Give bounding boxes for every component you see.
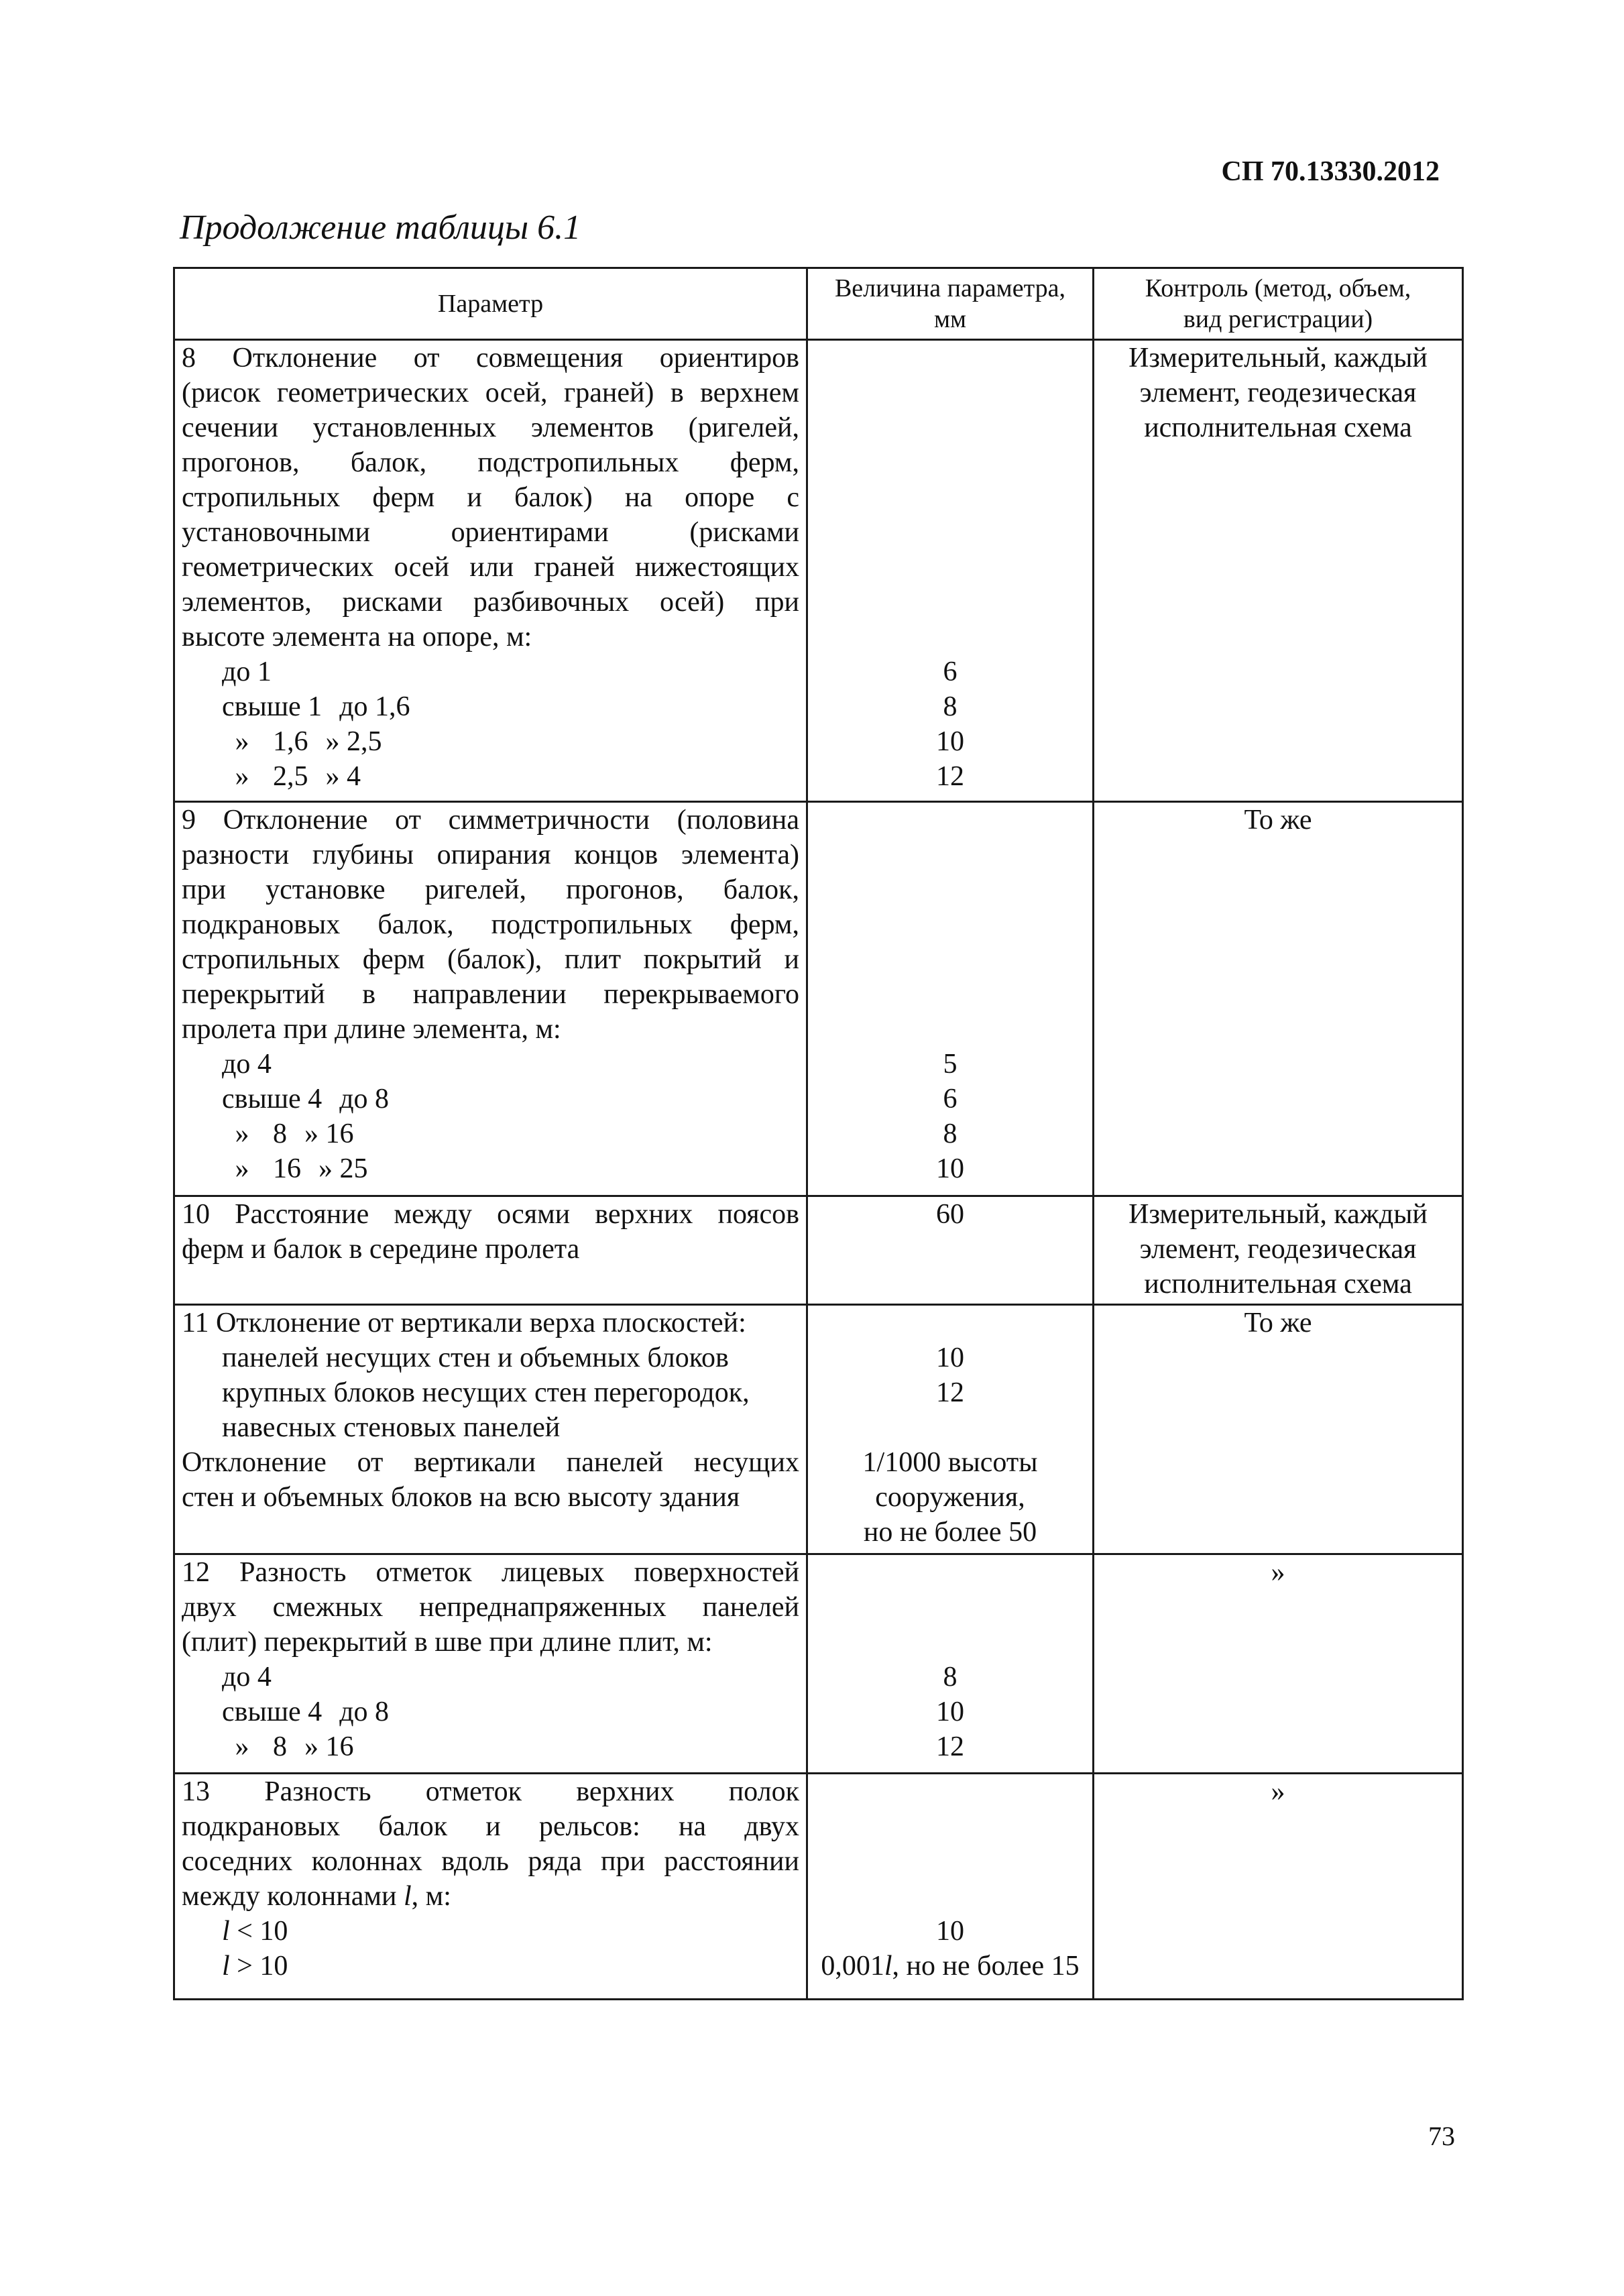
control-line: » (1271, 1557, 1285, 1588)
control-line: элемент, геодезическая (1139, 378, 1417, 408)
range-line: до 4 (222, 1662, 272, 1692)
table-row-11 (174, 1305, 1463, 1554)
tolerance-table (173, 267, 1464, 2000)
header-value (807, 268, 1094, 340)
header-value-line: мм (933, 305, 967, 333)
control-line: элемент, геодезическая (1139, 1234, 1417, 1265)
value-cell-line: 12 (936, 1731, 964, 1762)
control-line: исполнительная схема (1144, 412, 1412, 443)
control-line: То же (1244, 1308, 1312, 1338)
table-continuation-title: Продолжение таблицы 6.1 (180, 209, 581, 247)
text-line: 12 Разность отметок лицевых поверхностей (182, 1557, 799, 1588)
page-number: 73 (1428, 2121, 1455, 2151)
header-control-line: вид регистрации) (1183, 305, 1373, 333)
range-from: 8 (273, 1731, 287, 1762)
range-line: до 4 (222, 1049, 272, 1080)
value-cell-line: 12 (936, 761, 964, 792)
text-line: (рисок геометрических осей, граней) в верхнем (182, 378, 799, 408)
text-line: соседних колоннах вдоль ряда при расстоянии (182, 1846, 799, 1877)
value-cell-line: 10 (936, 1342, 964, 1373)
header-parameter: Параметр (174, 268, 807, 340)
value-cell-line: сооружения, (875, 1482, 1025, 1513)
text-line: геометрических осей или граней нижестоящих (182, 552, 799, 583)
text-line: панелей несущих стен и объемных блоков (222, 1342, 729, 1373)
range-line (182, 1695, 799, 1729)
text-line: 10 Расстояние между осями верхних поясов (182, 1199, 799, 1230)
range-line (182, 1949, 799, 1984)
header-control (1094, 268, 1463, 340)
value-cell-line: 8 (943, 691, 958, 722)
text-line: подкрановых балок и рельсов: на двух (182, 1811, 799, 1842)
value-cell-line (815, 1949, 1086, 1984)
text-line: разности глубины опирания концов элемента) (182, 840, 799, 870)
text-line: Отклонение от вертикали панелей несущих (182, 1447, 799, 1478)
text-line: стен и объемных блоков на всю высоту здания (182, 1482, 740, 1513)
range-to: до 1,6 (339, 691, 410, 722)
ditto-mark: » (235, 1118, 249, 1149)
row-11-control (1094, 1305, 1463, 1554)
value-fragment: 0,001 (821, 1951, 884, 1982)
text-line: 8 Отклонение от совмещения ориентиров (182, 343, 799, 374)
table-row-12 (174, 1554, 1463, 1774)
row-8-control (1094, 340, 1463, 802)
table-header-row (174, 268, 1463, 340)
text-line: (плит) перекрытий в шве при длине плит, м: (182, 1627, 713, 1658)
row-11-parameter (174, 1305, 807, 1554)
range-to: » 16 (304, 1118, 354, 1149)
ditto-mark: » (235, 1731, 249, 1762)
text-line: прогонов, балок, подстропильных ферм, (182, 447, 799, 478)
range-condition: < 10 (229, 1916, 288, 1947)
value-fragment: , но не более 15 (892, 1951, 1080, 1982)
value-cell-line: 60 (936, 1199, 964, 1230)
text-line: при установке ригелей, прогонов, балок, (182, 874, 799, 905)
table-row-13 (174, 1774, 1463, 2000)
control-line: Измерительный, каждый (1128, 1199, 1428, 1230)
range-to: » 4 (325, 761, 361, 792)
row-9-parameter (174, 802, 807, 1196)
range-to: » 25 (318, 1153, 368, 1184)
range-line (182, 1151, 799, 1186)
ditto-mark: » (235, 761, 249, 792)
range-line (182, 1729, 799, 1764)
range-line (182, 724, 799, 759)
value-cell-line: 10 (936, 726, 964, 757)
range-from: 8 (273, 1118, 287, 1149)
variable-l: l (222, 1951, 230, 1982)
text-line: 13 Разность отметок верхних полок (182, 1776, 799, 1807)
range-from: свыше 4 (222, 1084, 323, 1114)
text-line: навесных стеновых панелей (222, 1412, 561, 1443)
variable-l: l (222, 1916, 230, 1947)
row-9-values (807, 802, 1094, 1196)
control-line: » (1271, 1776, 1285, 1807)
row-12-control (1094, 1554, 1463, 1774)
header-control-line: Контроль (метод, объем, (1145, 274, 1411, 302)
range-condition: > 10 (229, 1951, 288, 1982)
value-cell-line: 8 (943, 1118, 958, 1149)
variable-l: l (884, 1951, 892, 1982)
row-12-parameter (174, 1554, 807, 1774)
range-from: свыше 1 (222, 691, 323, 722)
row-11-values (807, 1305, 1094, 1554)
text-line: перекрытий в направлении перекрываемого (182, 979, 799, 1010)
text-line: пролета при длине элемента, м: (182, 1014, 561, 1045)
value-cell-line: 8 (943, 1662, 958, 1692)
table-row-8 (174, 340, 1463, 802)
range-line (182, 1082, 799, 1116)
range-line (182, 689, 799, 724)
text-line: стропильных ферм и балок) на опоре с (182, 482, 799, 513)
text-line: сечении установленных элементов (ригелей, (182, 412, 799, 443)
text-line (182, 1879, 799, 1914)
variable-l: l (403, 1881, 412, 1912)
value-cell-line: 10 (936, 1916, 964, 1947)
text-line: двух смежных непреднапряженных панелей (182, 1592, 799, 1623)
row-12-values (807, 1554, 1094, 1774)
value-cell-line: 10 (936, 1697, 964, 1727)
row-13-parameter (174, 1774, 807, 2000)
range-from: 2,5 (273, 761, 308, 792)
range-line (182, 1914, 799, 1949)
text-line: стропильных ферм (балок), плит покрытий и (182, 944, 799, 975)
value-cell-line: 6 (943, 1084, 958, 1114)
row-10-values (807, 1196, 1094, 1305)
range-line (182, 759, 799, 794)
range-to: до 8 (339, 1084, 390, 1114)
text-line: высоте элемента на опоре, м: (182, 622, 532, 652)
value-cell-line: но не более 50 (863, 1517, 1037, 1548)
text-line: установочными ориентирами (рисками (182, 517, 799, 548)
row-13-control (1094, 1774, 1463, 2000)
text-line: 9 Отклонение от симметричности (половина (182, 805, 799, 836)
value-cell-line: 5 (943, 1049, 958, 1080)
text-line: подкрановых балок, подстропильных ферм, (182, 909, 799, 940)
text-line: крупных блоков несущих стен перегородок, (222, 1377, 750, 1408)
header-value-line: Величина параметра, (834, 274, 1066, 302)
row-10-parameter (174, 1196, 807, 1305)
table-row-10 (174, 1196, 1463, 1305)
range-from: свыше 4 (222, 1697, 323, 1727)
text-fragment: между колоннами (182, 1881, 404, 1912)
text-line: элементов, рисками разбивочных осей) при (182, 587, 799, 618)
row-8-parameter (174, 340, 807, 802)
row-10-control (1094, 1196, 1463, 1305)
text-fragment: , м: (411, 1881, 451, 1912)
ditto-mark: » (235, 1153, 249, 1184)
range-to: » 16 (304, 1731, 354, 1762)
control-line: То же (1244, 805, 1312, 836)
text-line: 11 Отклонение от вертикали верха плоскостей: (182, 1308, 746, 1338)
range-from: 16 (273, 1153, 301, 1184)
range-to: » 2,5 (325, 726, 382, 757)
document-code: СП 70.13330.2012 (1221, 156, 1440, 187)
row-13-values (807, 1774, 1094, 2000)
value-cell-line: 10 (936, 1153, 964, 1184)
ditto-mark: » (235, 726, 249, 757)
row-9-control (1094, 802, 1463, 1196)
row-8-values (807, 340, 1094, 802)
value-cell-line: 6 (943, 656, 958, 687)
value-cell-line: 1/1000 высоты (862, 1447, 1038, 1478)
range-to: до 8 (339, 1697, 390, 1727)
control-line: Измерительный, каждый (1128, 343, 1428, 374)
text-line: ферм и балок в середине пролета (182, 1234, 580, 1265)
control-line: исполнительная схема (1144, 1269, 1412, 1300)
range-line: до 1 (222, 656, 272, 687)
range-from: 1,6 (273, 726, 308, 757)
range-line (182, 1116, 799, 1151)
table-row-9 (174, 802, 1463, 1196)
value-cell-line: 12 (936, 1377, 964, 1408)
